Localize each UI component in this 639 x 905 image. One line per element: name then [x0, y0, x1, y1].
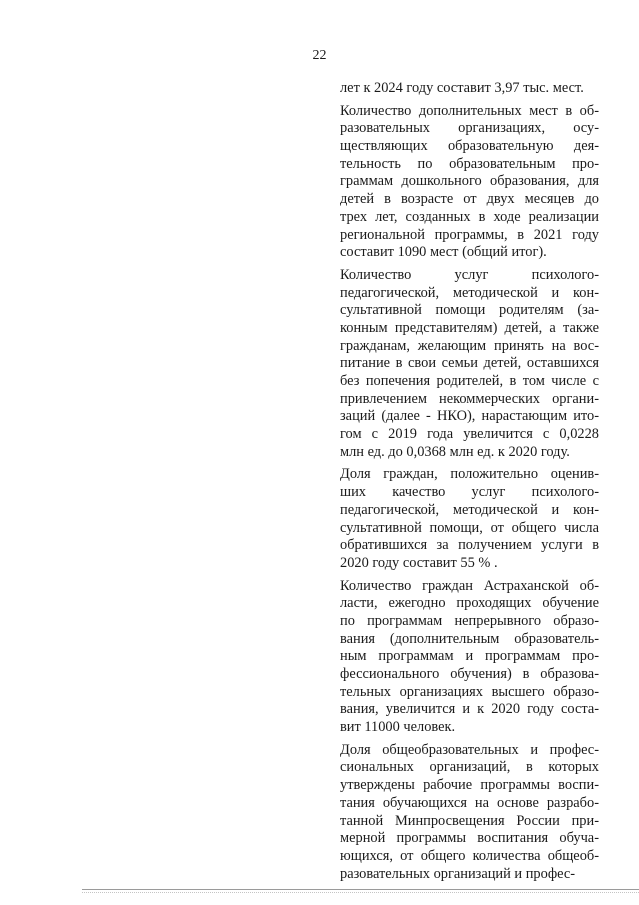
- text-line: ным программам и программам про-: [340, 648, 599, 665]
- text-line: привлечением некоммерческих органи-: [340, 390, 599, 407]
- page-bottom-edge: [82, 889, 639, 890]
- paragraph: [340, 466, 599, 572]
- text-line: разовательных организациях, осу-: [340, 120, 599, 137]
- text-line: тельность по образовательным про-: [340, 155, 599, 172]
- text-line: ласти, ежегодно проходящих обучение: [340, 595, 599, 612]
- paragraph: [340, 578, 599, 737]
- text-line: ществляющих образовательную дея-: [340, 138, 599, 155]
- text-line: педагогической, методической и кон-: [340, 501, 599, 518]
- text-line: млн ед. до 0,0368 млн ед. к 2020 году.: [340, 443, 570, 460]
- text-line: граммам дошкольного образования, для: [340, 173, 599, 190]
- paragraph: [340, 742, 599, 884]
- text-line: региональной программы, в 2021 году: [340, 226, 599, 243]
- text-line: детей в возрасте от двух месяцев до: [340, 191, 599, 208]
- text-line: Количество услуг психолого-: [340, 266, 599, 283]
- text-line: сиональных организаций, в которых: [340, 759, 599, 776]
- text-line: фессионального обучения) в образова-: [340, 666, 599, 682]
- text-line: Доля граждан, положительно оценив-: [340, 466, 599, 483]
- text-line: 2020 году составит 55 % .: [340, 554, 498, 571]
- text-line: трех лет, созданных в ходе реализации: [340, 208, 599, 225]
- text-line: вания (дополнительным образователь-: [340, 630, 599, 647]
- paragraph: [340, 267, 599, 462]
- text-line: Количество дополнительных мест в об-: [340, 102, 599, 119]
- text-line: составит 1090 мест (общий итог).: [340, 244, 547, 261]
- text-line: разовательных организаций и профес-: [340, 865, 576, 882]
- text-line: вания, увеличится и к 2020 году соста-: [340, 701, 599, 718]
- text-line: утверждены рабочие программы воспи-: [340, 777, 599, 794]
- text-line: вит 11000 человек.: [340, 719, 456, 736]
- text-line: по программам непрерывного образо-: [340, 612, 599, 629]
- text-line: лет к 2024 году составит 3,97 тыс. мест.: [340, 80, 584, 96]
- text-line: Количество граждан Астраханской об-: [340, 577, 599, 594]
- text-line: заций (далее - НКО), нарастающим ито-: [340, 408, 599, 425]
- text-line: танной Минпросвещения России при-: [340, 812, 599, 829]
- text-line: ющихся, от общего количества общеоб-: [340, 847, 599, 864]
- text-line: питание в свои семьи детей, оставшихся: [340, 355, 599, 372]
- text-line: мерной программы воспитания обуча-: [340, 830, 599, 847]
- paragraph: [340, 103, 599, 262]
- page-bottom-edge-shadow: [82, 892, 639, 893]
- text-line: тельных организациях высшего образо-: [340, 683, 599, 700]
- text-line: ших качество услуг психолого-: [340, 484, 599, 501]
- text-line: Доля общеобразовательных и профес-: [340, 741, 599, 758]
- text-line: гом с 2019 года увеличится с 0,0228: [340, 426, 599, 443]
- text-line: обратившихся за получением услуги в: [340, 537, 599, 554]
- text-line: сультативной помощи, от общего числа: [340, 519, 599, 536]
- text-line: конным представителям) детей, а также: [340, 319, 599, 336]
- text-line: педагогической, методической и кон-: [340, 284, 599, 301]
- text-line: без попечения родителей, в том числе с: [340, 373, 599, 389]
- paragraph: [340, 80, 599, 98]
- text-line: сультативной помощи родителям (за-: [340, 302, 599, 319]
- page-number: 22: [312, 48, 327, 63]
- text-line: тания обучающихся на основе разрабо-: [340, 794, 599, 811]
- text-line: гражданам, желающим принять на вос-: [340, 337, 599, 354]
- text-column: [340, 80, 599, 883]
